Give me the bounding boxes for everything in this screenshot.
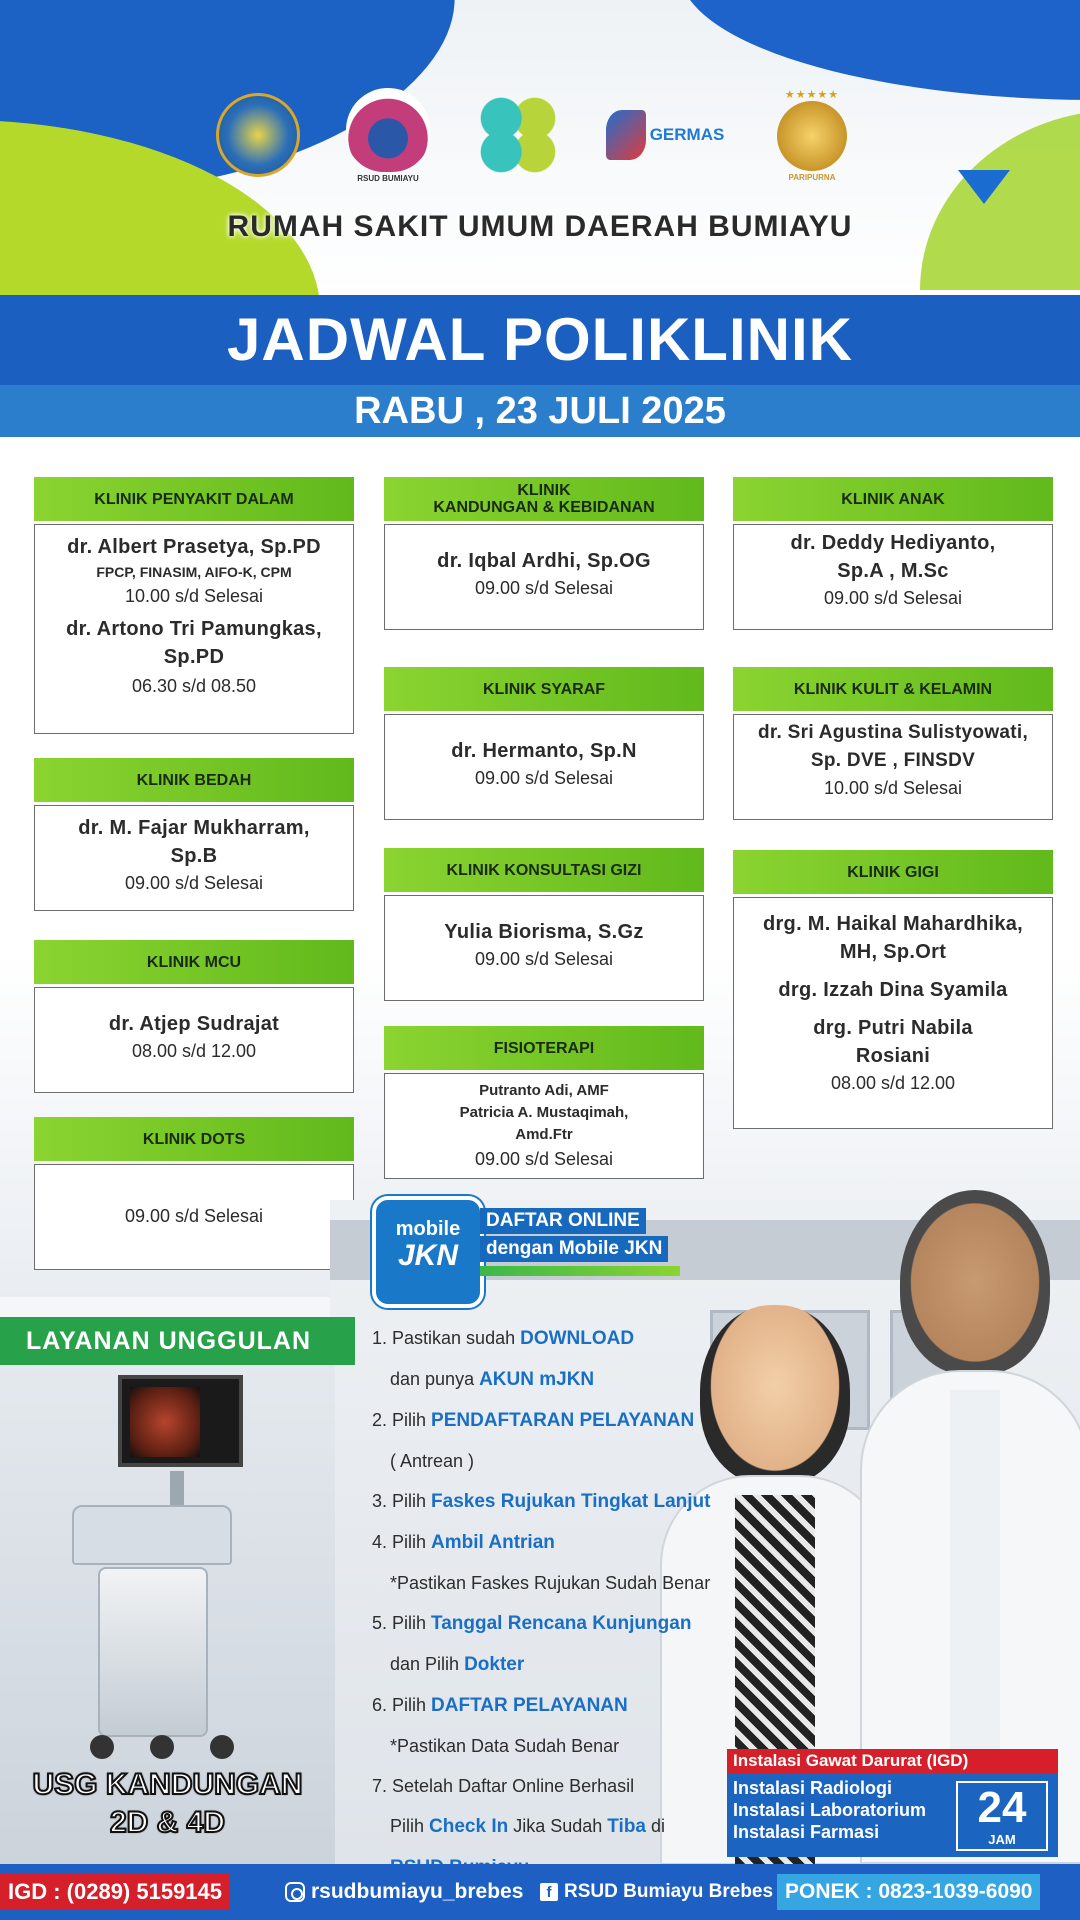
registration-steps	[372, 1318, 742, 1888]
clinic-body	[733, 524, 1053, 630]
step-text: di	[646, 1816, 666, 1836]
step-text: 3. Pilih	[372, 1491, 432, 1511]
step-line	[372, 1522, 742, 1563]
clinic-time: 09.00 s/d Selesai	[474, 949, 614, 969]
step-line	[372, 1766, 742, 1806]
kabupaten-brebes-logo	[210, 85, 306, 185]
footer	[0, 1864, 1080, 1920]
doctor-name: Yulia Biorisma, S.Gz	[444, 921, 644, 943]
installation-item: Instalasi Laboratorium	[733, 1800, 927, 1820]
clinic-time: 10.00 s/d Selesai	[823, 778, 963, 798]
clinic-bedah	[34, 758, 354, 911]
clinic-time: 10.00 s/d Selesai	[124, 586, 264, 606]
doctor-name: drg. M. Haikal Mahardhika,	[762, 913, 1024, 935]
clinic-gigi	[733, 850, 1053, 1129]
clinic-penyakit-dalam	[34, 477, 354, 734]
step-highlight: Ambil Antrian	[431, 1532, 555, 1553]
facebook-page	[540, 1874, 773, 1910]
clinic-body	[34, 805, 354, 911]
step-text: 6. Pilih	[372, 1695, 432, 1715]
step-text: 2. Pilih	[372, 1410, 432, 1430]
clinic-kulit-kelamin	[733, 667, 1053, 820]
jkn-logo-text: mobile	[395, 1218, 461, 1240]
schedule-date: RABU , 23 JULI 2025	[354, 390, 726, 432]
step-highlight: DOWNLOAD	[520, 1328, 635, 1349]
hours-number: 24	[977, 1783, 1027, 1832]
paripurna-logo: ★★★★★ PARIPURNA	[764, 85, 860, 185]
clinic-header: KLINIK KONSULTASI GIZI	[384, 848, 704, 892]
decor-stripe	[480, 1266, 680, 1276]
step-text: dan Pilih	[390, 1654, 465, 1674]
igd-body	[727, 1773, 1058, 1857]
step-line	[372, 1400, 742, 1441]
step-highlight: AKUN mJKN	[479, 1369, 595, 1390]
kemenkes-logo	[470, 85, 566, 185]
daftar-online-label: DAFTAR ONLINE	[480, 1208, 646, 1234]
doctor-name: Sp.A , M.Sc	[837, 560, 949, 582]
clinic-header: KLINIK BEDAH	[34, 758, 354, 802]
jkn-logo-text: JKN	[397, 1239, 458, 1272]
step-line	[372, 1318, 742, 1359]
mobile-jkn-label: dengan Mobile JKN	[480, 1236, 668, 1262]
hospital-name: RUMAH SAKIT UMUM DAERAH BUMIAYU	[227, 210, 853, 243]
clinic-body	[733, 714, 1053, 820]
clinic-gizi	[384, 848, 704, 1001]
igd-phone: IGD : (0289) 5159145	[0, 1874, 230, 1910]
step-line	[372, 1685, 742, 1726]
step-text: 1. Pastikan sudah	[372, 1328, 521, 1348]
germas-logo: GERMAS	[600, 85, 730, 185]
doctor-name: dr. M. Fajar Mukharram,	[78, 817, 310, 839]
clinic-time: 09.00 s/d Selesai	[823, 588, 963, 608]
title-band	[0, 295, 1080, 385]
clinic-header: KLINIK KULIT & KELAMIN	[733, 667, 1053, 711]
doctor-name: dr. Atjep Sudrajat	[108, 1013, 280, 1035]
layanan-unggulan-banner: LAYANAN UNGGULAN	[0, 1317, 355, 1365]
step-line	[372, 1359, 742, 1400]
date-band	[0, 385, 1080, 437]
usg-title-line: 2D & 4D	[109, 1806, 226, 1839]
header	[0, 0, 1080, 295]
step-highlight: PENDAFTARAN PELAYANAN	[431, 1410, 695, 1431]
doctor-name: Sp.PD	[163, 646, 225, 668]
clinic-kandungan	[384, 477, 704, 630]
clinic-header: FISIOTERAPI	[384, 1026, 704, 1070]
mobile-jkn-logo	[372, 1196, 484, 1308]
clinic-fisioterapi	[384, 1026, 704, 1179]
clinic-syaraf	[384, 667, 704, 820]
doctor-name: dr. Albert Prasetya, Sp.PD	[67, 536, 321, 558]
logo-row	[210, 80, 860, 190]
clinic-body	[384, 714, 704, 820]
step-text: Jika Sudah	[508, 1816, 608, 1836]
clinic-time: 09.00 s/d Selesai	[124, 873, 264, 893]
doctor-name: drg. Putri Nabila	[813, 1017, 973, 1039]
ultrasound-machine-image	[70, 1375, 270, 1775]
step-highlight: Faskes Rujukan Tingkat Lanjut	[431, 1491, 711, 1512]
clinic-body	[384, 1073, 704, 1179]
page-title: JADWAL POLIKLINIK	[227, 306, 853, 373]
clinic-header: KLINIK DOTS	[34, 1117, 354, 1161]
step-line	[372, 1644, 742, 1685]
clinic-anak	[733, 477, 1053, 630]
doctor-name: dr. Iqbal Ardhi, Sp.OG	[437, 550, 651, 572]
usg-title-line: USG KANDUNGAN	[32, 1768, 303, 1801]
stars-icon: ★★★★★	[784, 89, 840, 101]
step-text: 7. Setelah Daftar Online Berhasil	[372, 1776, 635, 1796]
step-highlight: Dokter	[464, 1654, 525, 1675]
doctor-name: Rosiani	[855, 1045, 931, 1067]
clinic-header: KLINIK PENYAKIT DALAM	[34, 477, 354, 521]
instagram-handle	[285, 1874, 523, 1910]
clinic-time: 09.00 s/d Selesai	[124, 1206, 264, 1226]
doctor-name: dr. Sri Agustina Sulistyowati,	[757, 722, 1029, 743]
clinic-time: 09.00 s/d Selesai	[474, 578, 614, 598]
doctor-name: dr. Artono Tri Pamungkas,	[66, 618, 322, 640]
igd-heading: Instalasi Gawat Darurat (IGD)	[727, 1749, 1058, 1773]
step-highlight: Tanggal Rencana Kunjungan	[431, 1613, 692, 1634]
rsud-bumiayu-logo: RSUD BUMIAYU	[340, 85, 436, 185]
doctor-name: dr. Hermanto, Sp.N	[451, 740, 637, 762]
doctor-name: Sp.B	[170, 845, 218, 867]
step-highlight: Tiba	[607, 1816, 646, 1837]
step-text: Pilih	[390, 1816, 430, 1836]
facebook-text: RSUD Bumiayu Brebes	[564, 1881, 774, 1902]
doctor-name: Sp. DVE , FINSDV	[810, 750, 976, 771]
clinic-body	[34, 987, 354, 1093]
staff-name: Amd.Ftr	[515, 1126, 573, 1143]
clinic-time: 09.00 s/d Selesai	[474, 768, 614, 788]
doctor-titles: FPCP, FINASIM, AIFO-K, CPM	[96, 564, 292, 580]
step-text: dan punya	[390, 1369, 480, 1389]
step-text: ( Antrean )	[390, 1451, 475, 1471]
clinic-header-line: KLINIK	[517, 482, 571, 499]
installation-item: Instalasi Farmasi	[733, 1822, 880, 1842]
step-highlight: Check In	[429, 1816, 509, 1837]
doctor-name: MH, Sp.Ort	[839, 941, 947, 963]
igd-info-box	[727, 1749, 1058, 1857]
mobile-jkn-banner	[372, 1196, 702, 1308]
installation-item: Instalasi Radiologi	[733, 1778, 893, 1798]
step-line	[372, 1726, 742, 1766]
clinic-header: KLINIK SYARAF	[384, 667, 704, 711]
24-jam-badge	[956, 1781, 1048, 1851]
step-line	[372, 1441, 742, 1481]
clinic-body	[384, 524, 704, 630]
clinic-time: 09.00 s/d Selesai	[474, 1149, 614, 1169]
step-line	[372, 1481, 742, 1522]
usg-kandungan-title	[0, 1766, 335, 1842]
instagram-text: rsudbumiayu_brebes	[311, 1880, 524, 1903]
clinic-header-line: KANDUNGAN & KEBIDANAN	[433, 499, 655, 516]
instagram-icon	[285, 1882, 305, 1902]
clinic-time: 08.00 s/d 12.00	[830, 1073, 956, 1093]
step-text: 4. Pilih	[372, 1532, 432, 1552]
clinic-time: 08.00 s/d 12.00	[131, 1041, 257, 1061]
step-line	[372, 1563, 742, 1603]
step-line	[372, 1806, 742, 1847]
staff-name: Putranto Adi, AMF	[479, 1082, 609, 1099]
ponek-phone: PONEK : 0823-1039-6090	[777, 1874, 1040, 1910]
clinic-body	[733, 897, 1053, 1129]
step-text: 5. Pilih	[372, 1613, 432, 1633]
clinic-header: KLINIK ANAK	[733, 477, 1053, 521]
clinic-header: KLINIK MCU	[34, 940, 354, 984]
decor-triangle	[958, 170, 1010, 204]
step-line	[372, 1603, 742, 1644]
doctor-name: dr. Deddy Hediyanto,	[790, 532, 996, 554]
clinic-header	[384, 477, 704, 521]
schedule-grid	[0, 437, 1080, 1297]
staff-name: Patricia A. Mustaqimah,	[459, 1104, 629, 1121]
clinic-body	[34, 524, 354, 734]
clinic-time: 06.30 s/d 08.50	[131, 676, 257, 696]
clinic-header: KLINIK GIGI	[733, 850, 1053, 894]
clinic-body	[384, 895, 704, 1001]
step-text: *Pastikan Faskes Rujukan Sudah Benar	[390, 1573, 711, 1593]
clinic-mcu	[34, 940, 354, 1093]
step-text: *Pastikan Data Sudah Benar	[390, 1736, 620, 1756]
facebook-icon: f	[540, 1883, 558, 1901]
hours-unit: JAM	[988, 1832, 1016, 1847]
step-highlight: DAFTAR PELAYANAN	[431, 1695, 628, 1716]
doctor-name: drg. Izzah Dina Syamila	[778, 979, 1008, 1001]
